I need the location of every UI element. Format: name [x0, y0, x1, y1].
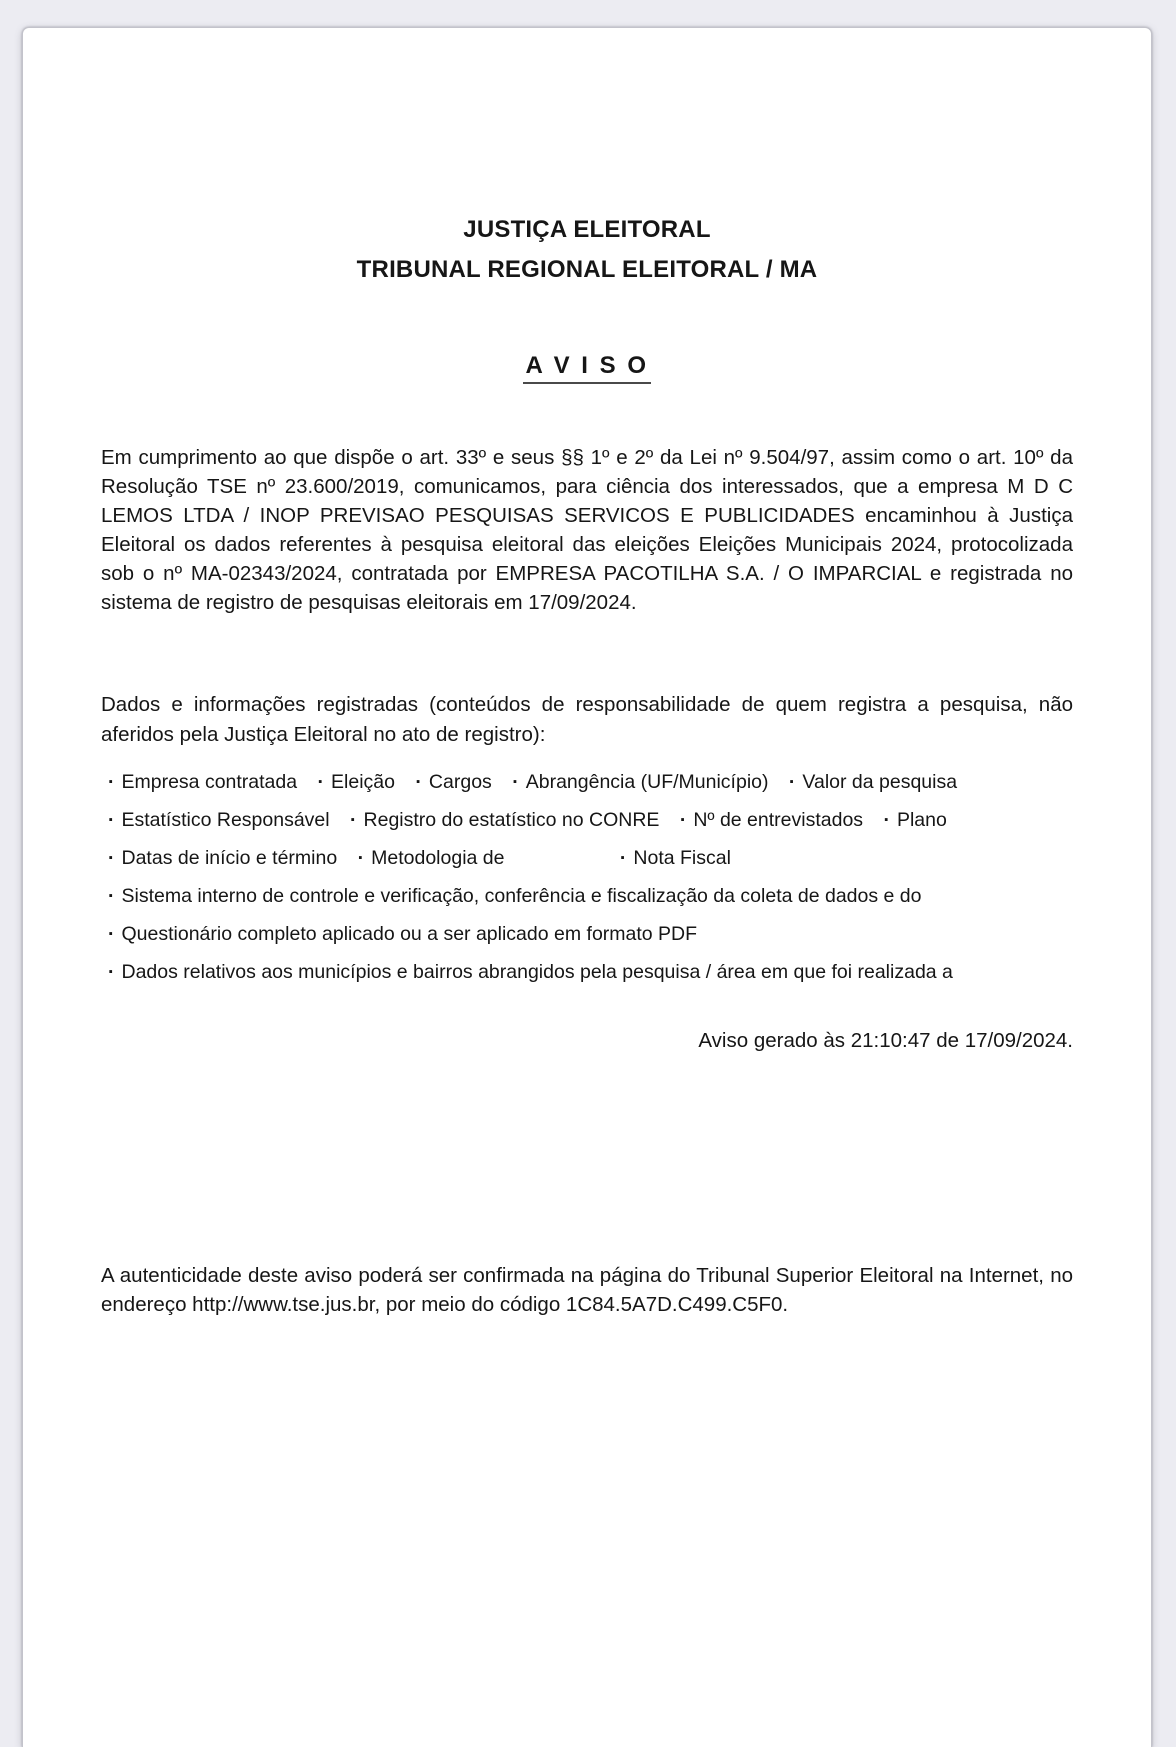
bullet-dot-icon: · — [108, 808, 115, 831]
bullet-text: Sistema interno de controle e verificação, conferência e fiscalização da coleta de dados e do — [121, 884, 922, 907]
bullet-text: Valor da pesquisa — [802, 770, 958, 793]
org-subtitle: TRIBUNAL REGIONAL ELEITORAL / MA — [356, 256, 818, 283]
bullet-item — [108, 846, 337, 871]
bullet-text: Questionário completo aplicado ou a ser aplicado em formato PDF — [121, 922, 698, 945]
bullet-text: Registro do estatístico no CONRE — [363, 808, 660, 831]
bullet-item — [108, 884, 921, 909]
bullet-item — [350, 808, 659, 833]
bullet-dot-icon: · — [108, 770, 115, 793]
bullet-item — [108, 808, 330, 833]
bullet-dot-icon: · — [108, 960, 115, 983]
bullet-item — [789, 770, 957, 795]
bullet-item — [318, 770, 395, 795]
bullet-line — [108, 770, 1073, 795]
bullet-dot-icon: · — [317, 770, 325, 793]
registered-data-intro: Dados e informações registradas (conteúdos de responsabilidade de quem registra a pesquisa, não aferidos pela Justiça Eleitoral no ato de registro): — [101, 693, 1073, 746]
bullet-text: Eleição — [331, 770, 395, 793]
bullet-text: Metodologia de — [371, 846, 505, 869]
bullet-dot-icon: · — [415, 770, 422, 793]
bullet-item — [680, 808, 863, 833]
bullet-dot-icon: · — [512, 770, 519, 793]
bullet-text: Nota Fiscal — [633, 846, 731, 869]
generated-timestamp: Aviso gerado às 21:10:47 de 17/09/2024. — [698, 1028, 1073, 1052]
bullet-item — [358, 846, 505, 871]
bullet-dot-icon: · — [108, 922, 115, 945]
authenticity-note: A autenticidade deste aviso poderá ser confirmada na página do Tribunal Superior Eleitoral na Internet, no endereço http://www.tse.jus.br, por meio do código 1C84.5A7D.C499.C5F0. — [101, 1263, 1073, 1316]
bullet-item — [108, 922, 697, 947]
notice-title-wrap — [101, 352, 1073, 384]
bullet-text: Abrangência (UF/Município) — [525, 770, 769, 793]
bullet-item — [415, 770, 491, 795]
bullet-item — [108, 960, 953, 985]
bullet-dot-icon: · — [108, 884, 115, 907]
bullet-item — [620, 846, 731, 871]
bullet-text: Nº de entrevistados — [693, 808, 864, 831]
bullet-item — [883, 808, 946, 833]
bullet-line — [108, 922, 1073, 947]
org-title: JUSTIÇA ELEITORAL — [463, 216, 711, 243]
opening-paragraph: Em cumprimento ao que dispõe o art. 33º e seus §§ 1º e 2º da Lei nº 9.504/97, assim como o art. 10º da Resolução TSE nº 23.600/2019, comunicamos, para ciência dos interessados, que a empresa M D C LEMOS LTDA / INOP PREVISAO PESQUISAS SERVICOS E PUBLICIDADES encaminhou à Justiça Eleitoral os dados referentes à pesquisa eleitoral das eleições Eleições Municipais 2024, protocolizada sob o nº MA-02343/2024, contratada por EMPRESA PACOTILHA S.A. / O IMPARCIAL e registrada no sistema de registro de pesquisas eleitorais em 17/09/2024. — [101, 446, 1073, 614]
bullet-dot-icon: · — [357, 846, 365, 869]
bullet-dot-icon: · — [883, 808, 890, 831]
bullet-text: Datas de início e término — [121, 846, 338, 869]
bullet-text: Plano — [896, 808, 947, 831]
bullet-text: Estatístico Responsável — [121, 808, 330, 831]
bullet-line — [108, 884, 1073, 909]
document-page — [22, 27, 1152, 1747]
bullet-line — [108, 808, 1073, 833]
bullet-text: Empresa contratada — [121, 770, 298, 793]
bullet-dot-icon: · — [350, 808, 357, 831]
notice-title: A V I S O — [523, 352, 652, 384]
bullet-line — [108, 960, 1073, 985]
bullet-line — [108, 846, 1073, 871]
bullet-dot-icon: · — [788, 770, 796, 793]
bullet-text: Dados relativos aos municípios e bairros abrangidos pela pesquisa / área em que foi realizada a — [121, 960, 953, 983]
registered-data-bullet-list — [101, 770, 1073, 985]
bullet-dot-icon: · — [619, 846, 627, 869]
bullet-text: Cargos — [428, 770, 492, 793]
bullet-item — [108, 770, 297, 795]
bullet-dot-icon: · — [679, 808, 687, 831]
bullet-dot-icon: · — [108, 846, 115, 869]
bullet-item — [512, 770, 768, 795]
